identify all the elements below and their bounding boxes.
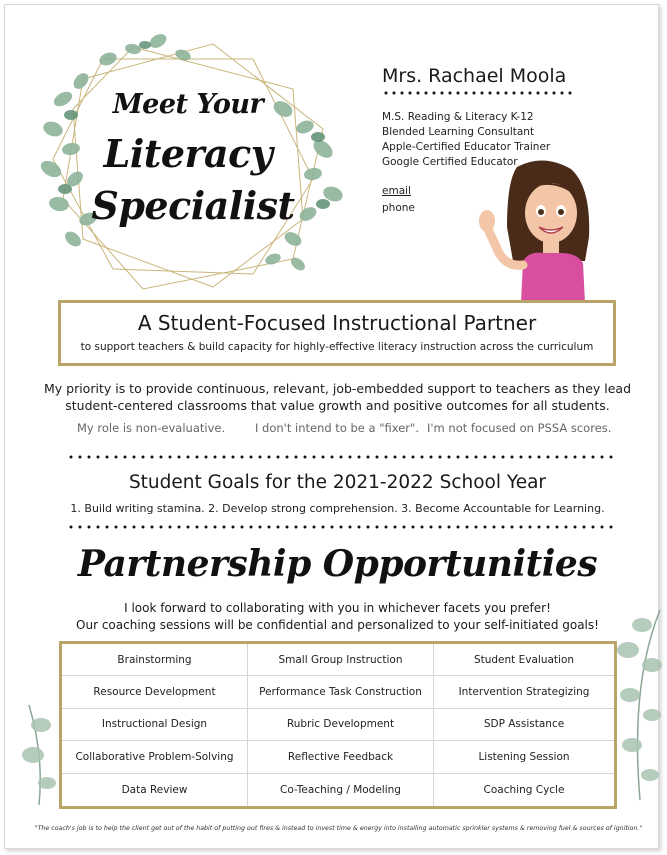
dotted-divider — [384, 91, 580, 95]
dotted-divider — [69, 455, 615, 459]
opportunity-cell[interactable]: Performance Task Construction — [248, 676, 434, 708]
goals-title: Student Goals for the 2021-2022 School Year — [128, 472, 547, 493]
opportunity-cell[interactable]: Rubric Development — [248, 709, 434, 741]
partner-subtitle: to support teachers & build capacity for highly-effective literacy instruction across the curriculum — [80, 341, 594, 353]
avatar — [473, 157, 601, 303]
opportunity-cell[interactable]: Reflective Feedback — [248, 741, 434, 773]
title-line-3: Specialist — [91, 183, 295, 228]
title-wreath — [23, 19, 363, 303]
footer-quote: "The coach's job is to help the client get out of the habit of putting out fires & instead to invest time & energy into installing automatic sprinkler systems & removing fuel & sources of ignition." — [34, 825, 643, 832]
opportunity-cell[interactable]: Brainstorming — [62, 644, 248, 676]
role-note: I'm not focused on PSSA scores. — [427, 421, 612, 435]
partner-title: A Student-Focused Instructional Partner — [137, 311, 537, 335]
credential-item: Google Certified Educator — [382, 156, 518, 168]
opportunities-grid — [59, 641, 617, 809]
opportunity-cell[interactable]: Intervention Strategizing — [434, 676, 614, 708]
partner-box — [58, 300, 616, 366]
specialist-name: Mrs. Rachael Moola — [382, 65, 567, 87]
partnership-intro — [35, 600, 640, 634]
dotted-divider — [69, 525, 615, 529]
opportunity-cell[interactable]: Collaborative Problem-Solving — [62, 741, 248, 773]
title-line-1: Meet Your — [112, 89, 264, 120]
opportunity-cell[interactable]: Resource Development — [62, 676, 248, 708]
credential-item: M.S. Reading & Literacy K-12 — [382, 111, 534, 123]
page — [4, 4, 659, 849]
opportunity-cell[interactable]: Co-Teaching / Modeling — [248, 774, 434, 806]
phone-label: phone — [382, 202, 415, 214]
goals-text: 1. Build writing stamina. 2. Develop strong comprehension. 3. Become Accountable for Learning. — [70, 502, 605, 515]
priority-line-1: My priority is to provide continuous, relevant, job-embedded support to teachers as they lead — [43, 381, 632, 396]
opportunity-cell[interactable]: Coaching Cycle — [483, 783, 565, 796]
email-link[interactable]: email — [382, 185, 411, 197]
partnership-title: Partnership Opportunities — [77, 543, 598, 585]
credential-item: Blended Learning Consultant — [382, 126, 535, 138]
title-line-2: Literacy — [103, 131, 273, 176]
opportunity-cell[interactable]: Student Evaluation — [434, 644, 614, 676]
role-note: My role is non-evaluative. — [77, 421, 226, 435]
opportunity-cell[interactable]: Data Review — [62, 774, 248, 806]
priority-text — [35, 380, 640, 414]
opportunity-cell[interactable]: Small Group Instruction — [248, 644, 434, 676]
intro-line-2: Our coaching sessions will be confidential and personalized to your self-initiated goals! — [76, 618, 599, 632]
credential-item: Apple-Certified Educator Trainer — [382, 141, 551, 153]
opportunity-cell[interactable]: SDP Assistance — [434, 709, 614, 741]
intro-line-1: I look forward to collaborating with you in whichever facets you prefer! — [124, 601, 551, 615]
role-note: I don't intend to be a "fixer". — [255, 421, 419, 435]
opportunity-cell[interactable]: Instructional Design — [62, 709, 248, 741]
priority-line-2: student-centered classrooms that value growth and positive outcomes for all students. — [65, 398, 610, 413]
opportunity-cell[interactable]: Listening Session — [434, 741, 614, 773]
